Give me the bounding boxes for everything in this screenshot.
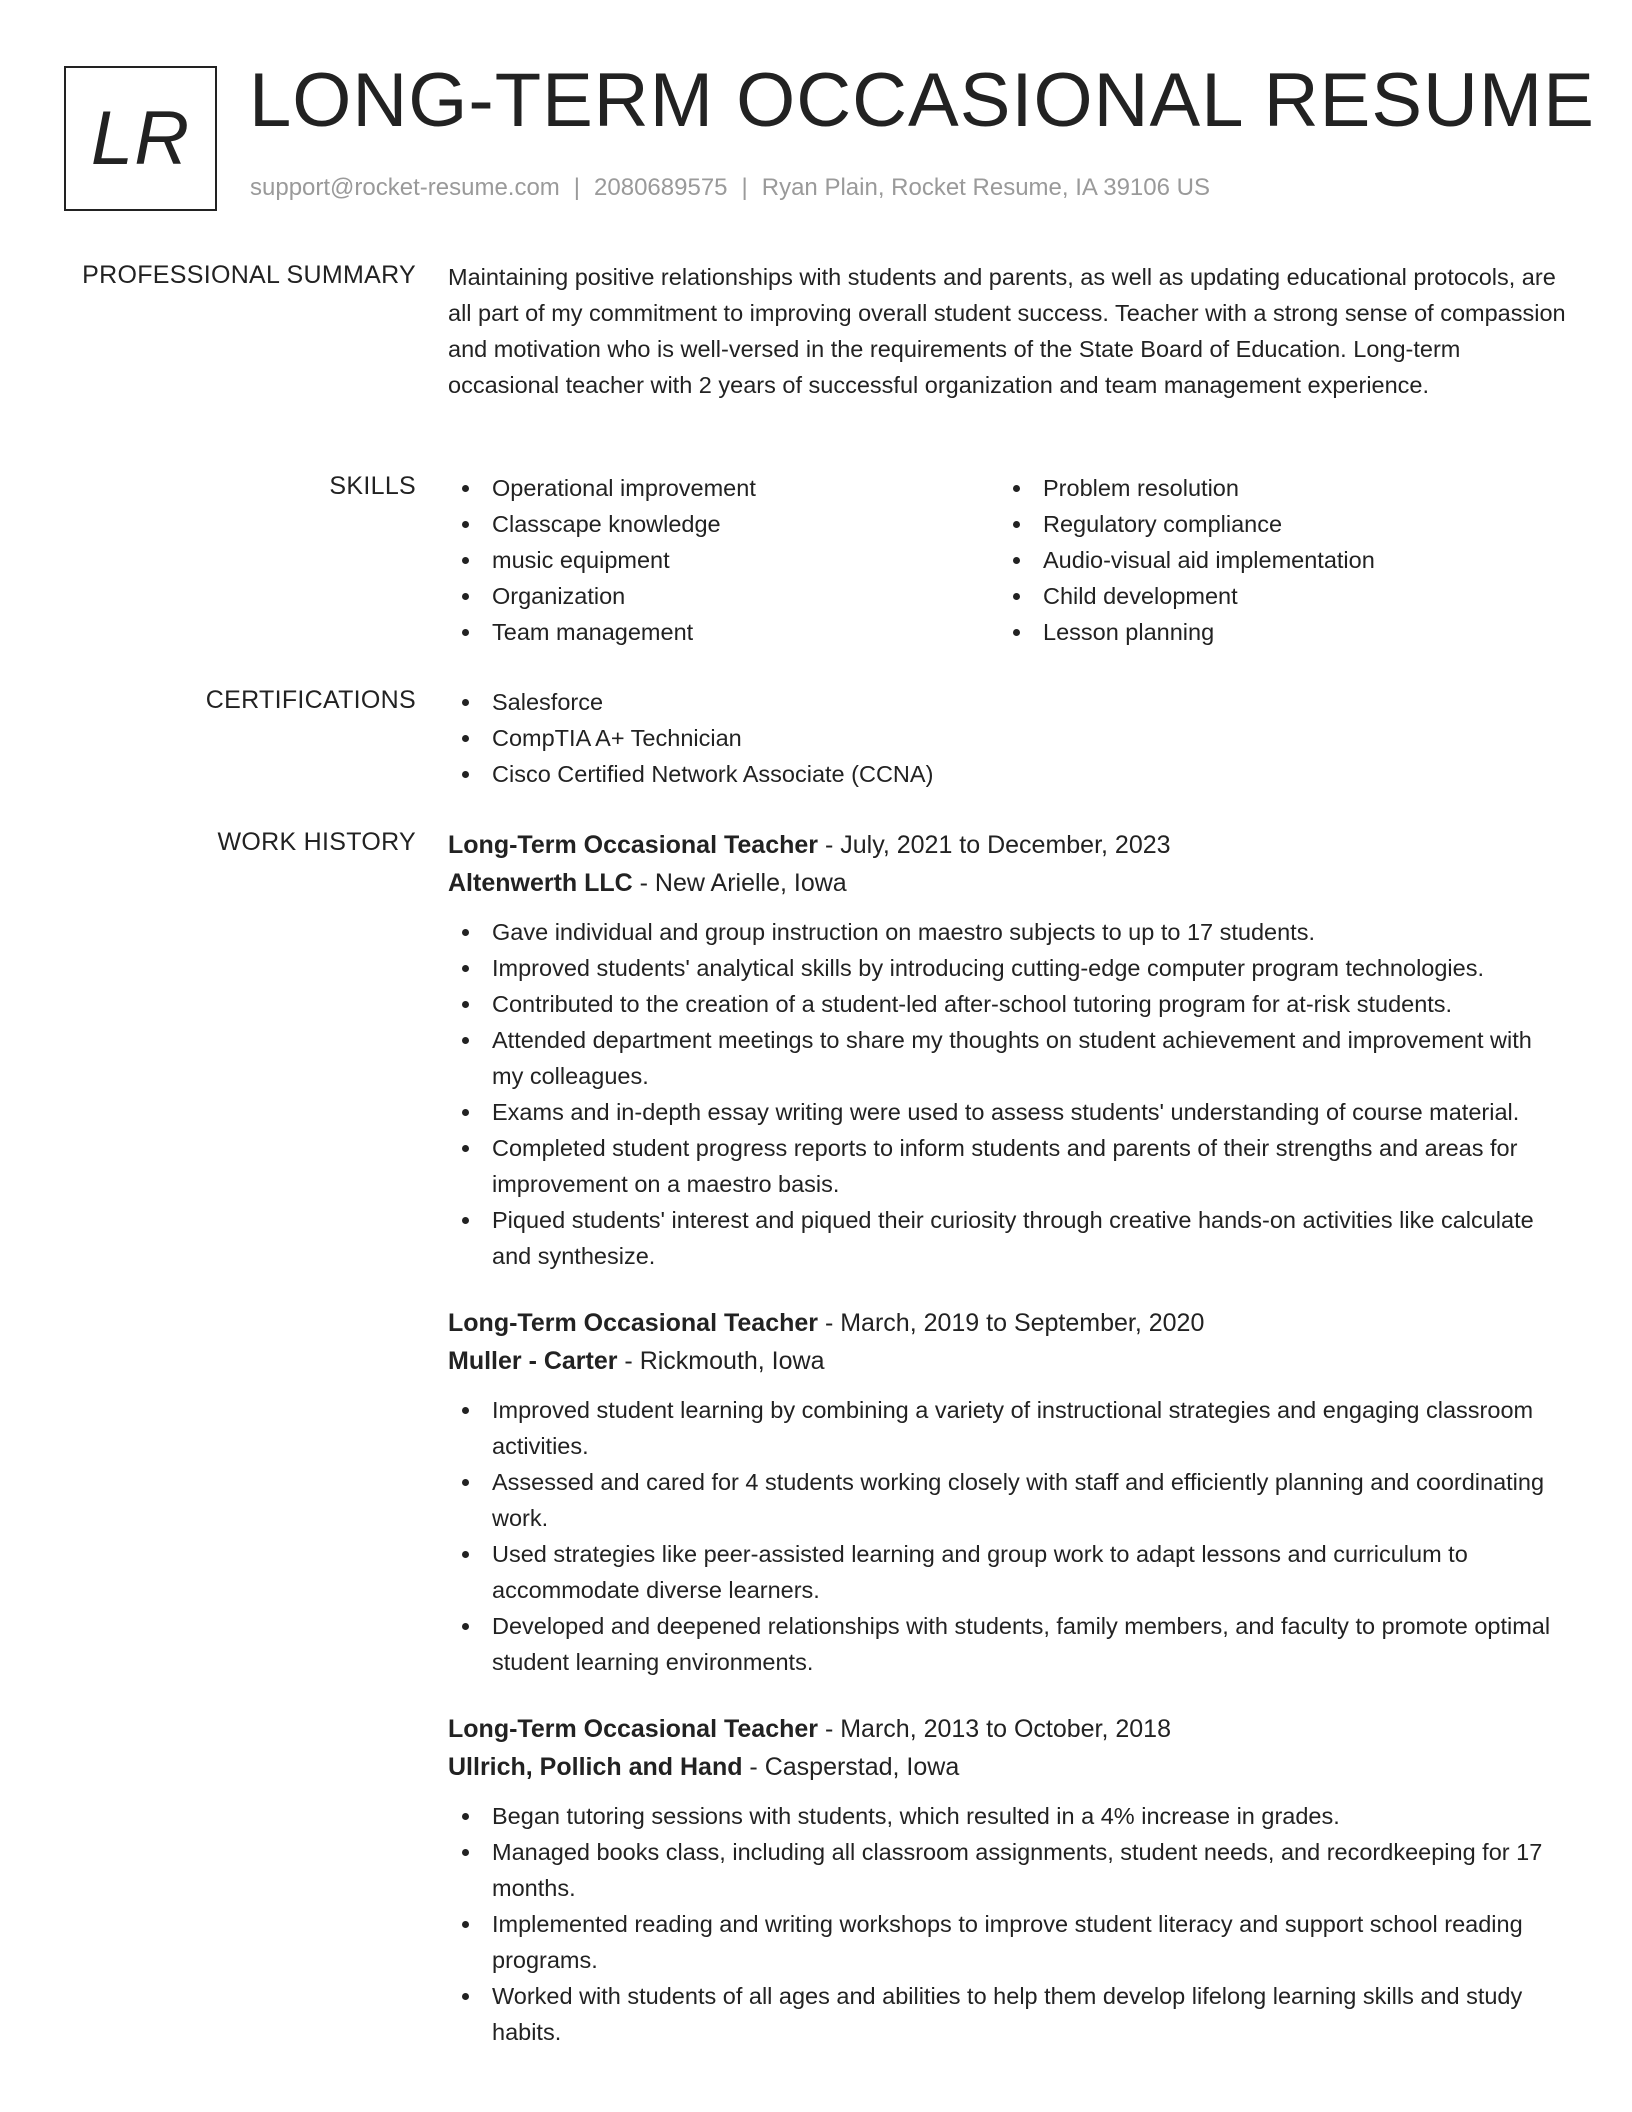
bullet-dot	[462, 1813, 469, 1820]
job-company-line	[448, 864, 1568, 902]
resume-title: LONG-TERM OCCASIONAL RESUME	[249, 58, 1595, 143]
job-bullet: Assessed and cared for 4 students working closely with staff and efficiently planning and coordinating work.	[448, 1464, 1568, 1536]
job-location: - New Arielle, Iowa	[632, 869, 847, 897]
job-bullet: Improved student learning by combining a variety of instructional strategies and engaging classroom activities.	[448, 1392, 1568, 1464]
skills-list-right	[999, 470, 1550, 650]
job-bullet: Exams and in-depth essay writing were used to assess students' understanding of course material.	[448, 1094, 1568, 1130]
certification-item: Salesforce	[448, 684, 1568, 720]
bullet-dot	[462, 629, 469, 636]
work-history-body	[448, 826, 1568, 2050]
skills-heading: SKILLS	[329, 472, 416, 500]
skill-item: Audio-visual aid implementation	[999, 542, 1550, 578]
job-title: Long-Term Occasional Teacher	[448, 1309, 819, 1337]
contact-address: Ryan Plain, Rocket Resume, IA 39106 US	[761, 174, 1210, 201]
bullet-dot	[462, 1109, 469, 1116]
bullet-dot	[462, 699, 469, 706]
job-bullet: Began tutoring sessions with students, which resulted in a 4% increase in grades.	[448, 1798, 1568, 1834]
job-bullet: Used strategies like peer-assisted learning and group work to adapt lessons and curriculum to accommodate diverse learners.	[448, 1536, 1568, 1608]
bullet-dot	[462, 1849, 469, 1856]
certifications-body	[448, 684, 1568, 792]
bullet-dot	[1013, 521, 1020, 528]
skill-item: Operational improvement	[448, 470, 999, 506]
job-bullet: Gave individual and group instruction on maestro subjects to up to 17 students.	[448, 914, 1568, 950]
bullet-dot	[462, 1993, 469, 2000]
bullet-dot	[1013, 557, 1020, 564]
job-dates: - March, 2013 to October, 2018	[818, 1715, 1171, 1743]
job-bullet: Worked with students of all ages and abilities to help them develop lifelong learning skills and study habits.	[448, 1978, 1568, 2050]
bullet-dot	[462, 1407, 469, 1414]
certification-item: Cisco Certified Network Associate (CCNA)	[448, 756, 1568, 792]
skill-item: Lesson planning	[999, 614, 1550, 650]
bullet-dot	[462, 557, 469, 564]
summary-text: Maintaining positive relationships with students and parents, as well as updating educational protocols, are all part of my commitment to improving overall student success. Teacher with a strong sense of compassion and motivation who is well-versed in the requirements of the State Board of Education. Long-term occasional teacher with 2 years of successful organization and team management experience.	[448, 264, 1566, 398]
job-entry	[448, 1710, 1568, 2050]
contact-separator: |	[573, 174, 581, 201]
skill-item: Problem resolution	[999, 470, 1550, 506]
skill-item: Regulatory compliance	[999, 506, 1550, 542]
bullet-dot	[462, 1551, 469, 1558]
bullet-dot	[462, 485, 469, 492]
contact-email[interactable]: support@rocket-resume.com	[250, 174, 560, 201]
job-bullet: Contributed to the creation of a student-led after-school tutoring program for at-risk students.	[448, 986, 1568, 1022]
job-title-line	[448, 1304, 1568, 1342]
job-bullets	[448, 1798, 1568, 2050]
certifications-list	[448, 684, 1568, 792]
bullet-dot	[1013, 629, 1020, 636]
bullet-dot	[462, 965, 469, 972]
job-entry	[448, 1304, 1568, 1680]
skills-list-left	[448, 470, 999, 650]
contact-phone[interactable]: 2080689575	[594, 174, 728, 201]
skill-item: Organization	[448, 578, 999, 614]
summary-body	[448, 259, 1568, 403]
contact-line	[250, 172, 1210, 204]
bullet-dot	[462, 929, 469, 936]
job-company: Muller - Carter	[448, 1347, 618, 1375]
bullet-dot	[462, 771, 469, 778]
job-title-line	[448, 826, 1568, 864]
bullet-dot	[1013, 593, 1020, 600]
job-bullets	[448, 1392, 1568, 1680]
job-dates: - July, 2021 to December, 2023	[818, 831, 1171, 859]
bullet-dot	[462, 1623, 469, 1630]
job-bullet: Implemented reading and writing workshops to improve student literacy and support school reading programs.	[448, 1906, 1568, 1978]
contact-separator: |	[741, 174, 748, 201]
job-bullet: Managed books class, including all classroom assignments, student needs, and recordkeeping for 17 months.	[448, 1834, 1568, 1906]
job-bullet: Developed and deepened relationships with students, family members, and faculty to promote optimal student learning environments.	[448, 1608, 1568, 1680]
bullet-dot	[462, 1001, 469, 1008]
job-title: Long-Term Occasional Teacher	[448, 831, 819, 859]
skill-item: music equipment	[448, 542, 999, 578]
bullet-dot	[462, 1037, 469, 1044]
job-bullet: Completed student progress reports to inform students and parents of their strengths and areas for improvement on a maestro basis.	[448, 1130, 1568, 1202]
skill-item: Child development	[999, 578, 1550, 614]
skill-item: Classcape knowledge	[448, 506, 999, 542]
job-title-line	[448, 1710, 1568, 1748]
job-location: - Casperstad, Iowa	[742, 1753, 960, 1781]
bullet-dot	[462, 735, 469, 742]
job-location: - Rickmouth, Iowa	[617, 1347, 825, 1375]
bullet-dot	[1013, 485, 1020, 492]
bullet-dot	[462, 521, 469, 528]
job-company-line	[448, 1748, 1568, 1786]
skills-body	[448, 470, 1568, 650]
job-bullet: Piqued students' interest and piqued their curiosity through creative hands-on activities like calculate and synthesize.	[448, 1202, 1568, 1274]
monogram-logo: LR	[64, 66, 217, 211]
bullet-dot	[462, 1479, 469, 1486]
job-company-line	[448, 1342, 1568, 1380]
job-company: Altenwerth LLC	[448, 869, 633, 897]
job-bullet: Attended department meetings to share my thoughts on student achievement and improvement with my colleagues.	[448, 1022, 1568, 1094]
bullet-dot	[462, 1921, 469, 1928]
bullet-dot	[462, 593, 469, 600]
job-company: Ullrich, Pollich and Hand	[448, 1753, 743, 1781]
certification-item: CompTIA A+ Technician	[448, 720, 1568, 756]
summary-heading: PROFESSIONAL SUMMARY	[82, 261, 416, 289]
certifications-heading: CERTIFICATIONS	[205, 686, 416, 714]
bullet-dot	[462, 1217, 469, 1224]
job-bullets	[448, 914, 1568, 1274]
job-entry	[448, 826, 1568, 1274]
skill-item: Team management	[448, 614, 999, 650]
job-title: Long-Term Occasional Teacher	[448, 1715, 819, 1743]
work-history-heading: WORK HISTORY	[217, 828, 416, 856]
job-bullet: Improved students' analytical skills by introducing cutting-edge computer program technologies.	[448, 950, 1568, 986]
bullet-dot	[462, 1145, 469, 1152]
job-dates: - March, 2019 to September, 2020	[818, 1309, 1205, 1337]
